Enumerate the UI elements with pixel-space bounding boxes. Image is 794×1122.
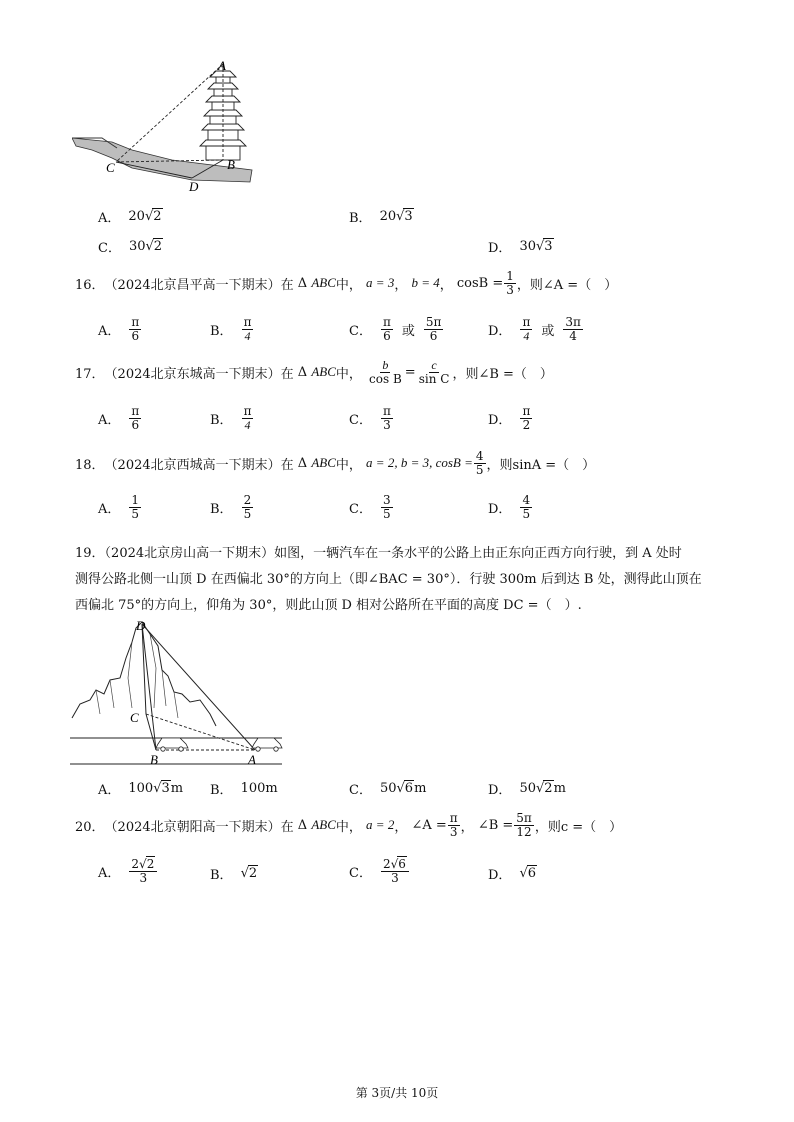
q19-line-3: 西偏北 75°的方向上，仰角为 30°，则此山顶 D 相对公路所在平面的高度 DC =（ ）. [75, 598, 582, 613]
q16-option-b[interactable]: B． $\frac{\pi}{4}$ [210, 315, 252, 343]
q17-option-d[interactable]: D． $\frac{\pi}{2}$ [488, 404, 531, 432]
q20-option-b[interactable]: B． √2 [210, 866, 258, 883]
pagoda-label-c: C [106, 160, 115, 175]
q16-option-d[interactable]: D． $\frac{\pi}{4}$ 或 $\frac{3\pi}{4}$ [488, 315, 581, 343]
q18-option-a[interactable]: A． $\frac{1}{5}$ [98, 493, 140, 521]
q18-option-d[interactable]: D． $\frac{4}{5}$ [488, 493, 531, 521]
q15-option-c[interactable]: C． 30√2 [98, 239, 163, 256]
q20-stem: 20． （2024北京朝阳高一下期末） 在 Δ ABC 中， a = 2 ， ∠A = $\frac{\pi}{3}$ ， ∠B = $\frac{5\pi}{12}$ ，则c =（ ） [75, 811, 623, 839]
q16-option-c[interactable]: C． $\frac{\pi}{6}$ 或 $\frac{5\pi}{6}$ [349, 315, 442, 343]
q19-line-1: 19．（2024北京房山高一下期末）如图，一辆汽车在一条水平的公路上由正东向正西方向行驶，到 A 处时 [75, 546, 682, 561]
q19-line-2: 测得公路北侧一山顶 D 在西偏北 30°的方向上（即∠BAC = 30°）．行驶 300m 后到达 B 处，测得此山顶在 [75, 572, 702, 587]
q16-stem: 16． （2024北京昌平高一下期末） 在 Δ ABC 中， a = 3 ， b = 4 ， cosB = $\frac{1}{3}$ ，则∠A =（ ） [75, 269, 618, 297]
pagoda-label-d: D [189, 179, 199, 194]
q20-option-d[interactable]: D． √6 [488, 866, 537, 883]
mountain-label-c: C [130, 710, 139, 725]
q19-option-c[interactable]: C． 50√6m [349, 781, 427, 798]
mountain-label-d: D [136, 618, 146, 633]
mountain-figure [70, 618, 285, 768]
pagoda-figure [72, 58, 262, 198]
q18-stem: 18． （2024北京西城高一下期末） 在 Δ ABC 中， a = 2, b = 3, cosB = $\frac{4}{5}$ ，则sinA =（ ） [75, 449, 596, 477]
q19-option-b[interactable]: B． 100m [210, 781, 278, 798]
q19-option-d[interactable]: D． 50√2m [488, 781, 566, 798]
q19-option-a[interactable]: A． 100√3m [98, 781, 184, 798]
q17-option-c[interactable]: C． $\frac{\pi}{3}$ [349, 404, 391, 432]
pagoda-label-a: A [218, 58, 226, 73]
q15-option-a[interactable]: A． 20√2 [98, 209, 162, 226]
pagoda-label-b: B [227, 157, 235, 172]
q18-option-b[interactable]: B． $\frac{2}{5}$ [210, 493, 252, 521]
q17-stem: 17． （2024北京东城高一下期末） 在 Δ ABC 中， $\frac{b}{\text{cos B}}$ = $\frac{c}{\text{sin C}}$ ，则∠B =（ ） [75, 358, 553, 386]
q15-option-b[interactable]: B． 20√3 [349, 209, 413, 226]
mountain-label-b: B [150, 752, 158, 767]
mountain-label-a: A [248, 752, 256, 767]
q18-option-c[interactable]: C． $\frac{3}{5}$ [349, 493, 391, 521]
page-footer: 第 3页/共 10页 [355, 1086, 439, 1100]
q16-option-a[interactable]: A． $\frac{\pi}{6}$ [98, 315, 140, 343]
q20-option-a[interactable]: A． $\frac{2√2}{3}$ [98, 858, 158, 884]
q20-option-c[interactable]: C． $\frac{2√6}{3}$ [349, 858, 410, 884]
q17-option-a[interactable]: A． $\frac{\pi}{6}$ [98, 404, 140, 432]
q17-option-b[interactable]: B． $\frac{\pi}{4}$ [210, 404, 252, 432]
q15-option-d[interactable]: D． 30√3 [488, 239, 553, 256]
